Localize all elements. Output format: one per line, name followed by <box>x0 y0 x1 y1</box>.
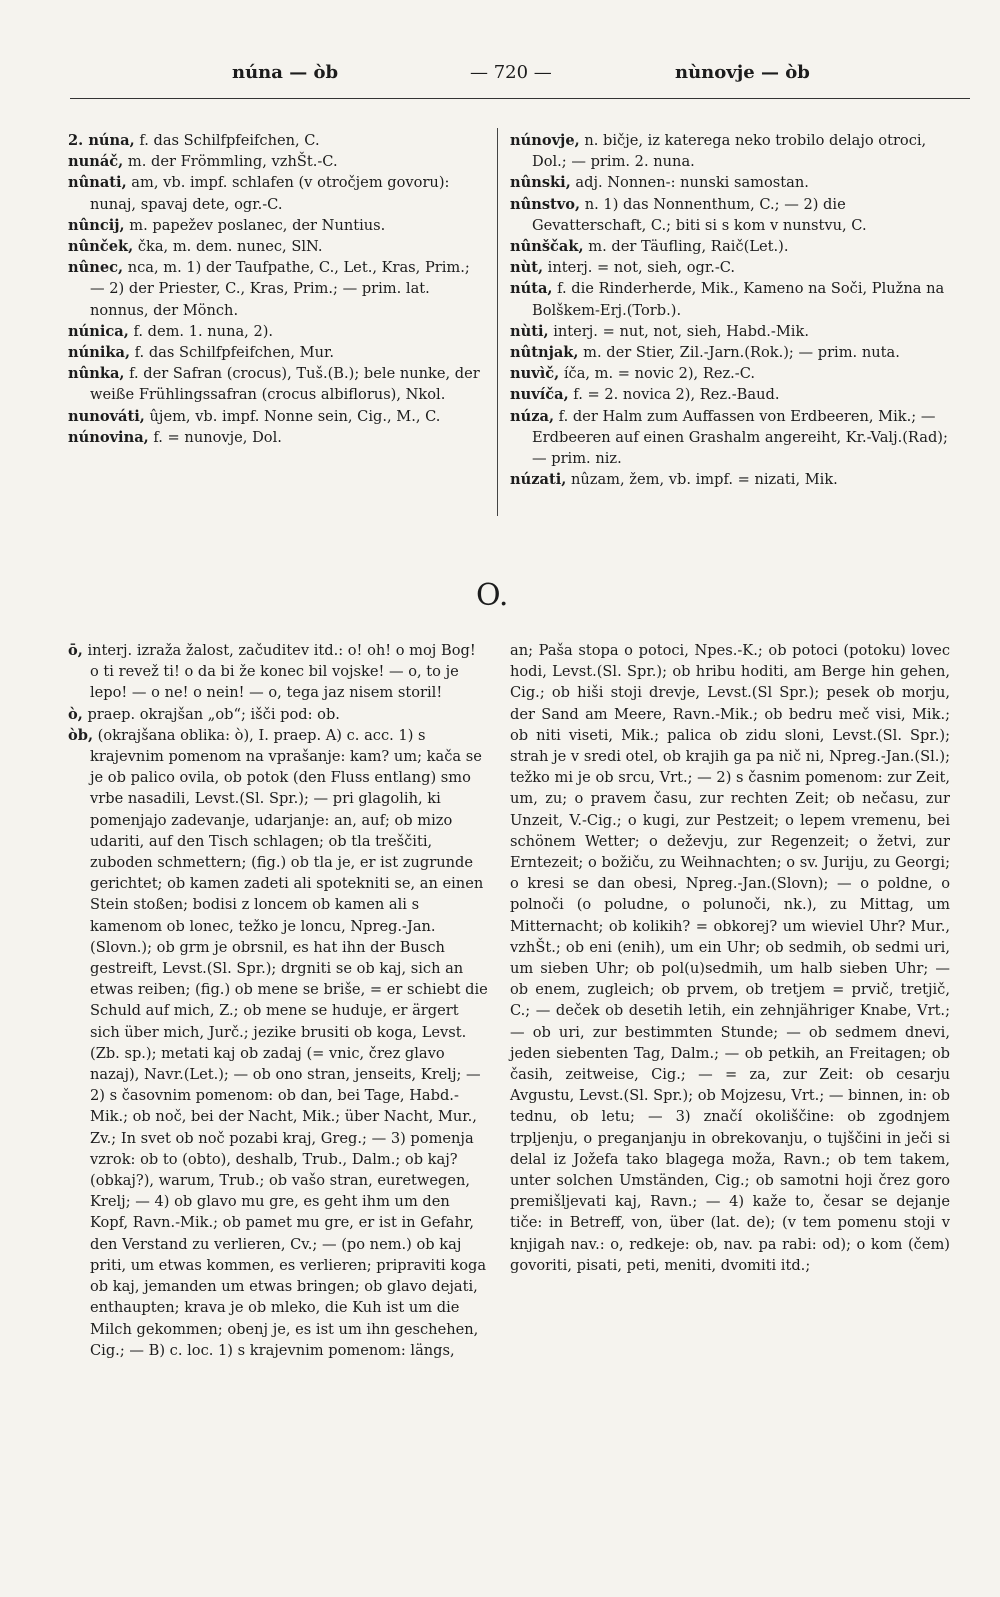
entry-headword: nûtnjak, <box>510 344 579 362</box>
dictionary-entry <box>510 342 950 363</box>
entry-headword: nûnka, <box>68 365 125 383</box>
entry-headword: nùt, <box>510 259 544 277</box>
dictionary-entry <box>68 215 488 236</box>
dictionary-entry <box>510 469 950 490</box>
dictionary-entry <box>510 130 950 172</box>
entry-definition: f. das Schilfpfeifchen, C. <box>134 132 320 149</box>
dictionary-entry <box>68 427 488 448</box>
entry-headword: nûnec, <box>68 259 124 277</box>
header-right: nùnovje — òb <box>675 62 810 83</box>
dictionary-entry <box>68 151 488 172</box>
header-rule <box>70 98 970 99</box>
dictionary-entry <box>510 384 950 405</box>
entry-headword: núza, <box>510 407 555 425</box>
dictionary-entry <box>510 406 950 470</box>
entry-headword: núnovje, <box>510 132 580 149</box>
entry-definition: adj. Nonnen-: nunski samostan. <box>570 174 809 192</box>
entry-headword: nùti, <box>510 322 549 340</box>
entry-definition: f. = nunovje, Dol. <box>148 428 282 446</box>
entry-definition: m. papežev poslanec, der Nuntius. <box>124 216 386 234</box>
entry-definition: f. das Schilfpfeifchen, Mur. <box>130 344 334 362</box>
dictionary-entry <box>68 172 488 214</box>
page-number: — 720 — <box>470 62 552 83</box>
entry-definition: am, vb. impf. schlafen (v otročjem govoru): nunaj, spavaj dete, ogr.-C. <box>90 174 450 213</box>
entry-headword: nuvíča, <box>510 386 569 404</box>
entry-headword: nûncij, <box>68 216 125 234</box>
dictionary-entry <box>510 236 950 257</box>
entry-definition: m. der Stier, Zil.-Jarn.(Rok.); — prim. nuta. <box>578 344 900 362</box>
upper-right-column <box>510 130 950 490</box>
entry-definition: f. der Safran (crocus), Tuš.(B.); bele nunke, der weiße Frühlingssafran (crocus albiflorus), Nkol. <box>90 365 480 404</box>
entry-definition: f. die Rinderherde, Mik., Kameno na Soči, Plužna na Bolškem-Erj.(Torb.). <box>532 280 945 319</box>
dictionary-entry <box>510 278 950 320</box>
column-divider <box>497 128 498 516</box>
entry-headword: òb, <box>68 726 94 744</box>
dictionary-entry <box>68 130 488 151</box>
entry-headword: nûnati, <box>68 174 127 192</box>
continued-entry-text: an; Paša stopa o potoci, Npes.-K.; ob potoci (potoku) lovec hodi, Levst.(Sl. Spr.); ob hribu hoditi, am Berge hin gehen, Cig.; ob hiši stoji drevje, Levst.(Sl Spr.); pesek ob morju, der Sand am Meere, Ravn.-Mik.; ob bedru meč visi, Mik.; ob niti viseti, Mik.; palica ob zidu sloni, Levst.(Sl. Spr.); strah je v sredi otel, ob krajih ga pa nič ni, Npreg.-Jan.(Sl.); težko mi je ob srcu, Vrt.; — 2) s časnim pomenom: zur Zeit, um, zu; o pravem času, zur rechten Zeit; ob nečasu, zur Unzeit, V.-Cig.; o kugi, zur Pestzeit; o lepem vremenu, bei schönem Wetter; o deževju, zur Regenzeit; o žetvi, zur Erntezeit; o božiču, zu Weihnachten; o sv. Juriju, zu Georgi; o kresi se dan obesi, Npreg.-Jan.(Slovn); — o poldne, o polnoči (o poludne, o polunoči, nk.), zu Mittag, um Mitternacht; ob kolikih? = obkorej? um wieviel Uhr? Mur., vzhŠt.; ob eni (enih), um ein Uhr; ob sedmih, ob sedmi uri, um sieben Uhr; ob pol(u)sedmih, um halb sieben Uhr; — ob enem, zugleich; ob prvem, ob tretjem = prvič, tretjič, C.; — deček ob desetih letih, ein zehnjähriger Knabe, Vrt.; — ob uri, zur bestimmten Stunde; — ob sedmem dnevi, jeden siebenten Tag, Dalm.; — ob petkih, an Freitagen; ob časih, zeitweise, Cig.; — = za, zur Zeit: ob cesarju Avgustu, Levst.(Sl. Spr.); ob Mojzesu, Vrt.; — binnen, in: ob tednu, ob letu; — 3) značí okoliščine: ob zgodnjem trpljenju, o preganjanju in obrekovanju, o tujščini in ječi si delal iz Jožefa tako blagega moža, Ravn.; ob tem takem, unter solchen Umständen, Cig.; ob samotni hoji črez goro premišljevati kaj, Ravn.; — 4) kaže to, česar se dejanje tiče: in Betreff, von, über (lat. de); (v tem pomenu stoji v knjigah nav.: o, redkeje: ob, nav. pa rabi: od); o kom (čem) govoriti, pisati, peti, meniti, dvomiti itd.; <box>510 642 950 1274</box>
upper-left-column <box>68 130 488 448</box>
dictionary-entry <box>68 704 488 725</box>
entry-headword: nunáč, <box>68 153 124 171</box>
dictionary-entry <box>68 257 488 321</box>
entry-definition: nûzam, žem, vb. impf. = nizati, Mik. <box>566 471 838 489</box>
lower-left-column <box>68 640 488 1361</box>
entry-definition: nca, m. 1) der Taufpathe, C., Let., Kras, Prim.; — 2) der Priester, C., Kras, Prim.; — prim. lat. nonnus, der Mönch. <box>90 259 470 319</box>
entry-definition: n. bičje, iz katerega neko trobilo delajo otroci, Dol.; — prim. 2. nuna. <box>532 132 927 171</box>
dictionary-entry <box>510 363 950 384</box>
dictionary-entry <box>68 236 488 257</box>
entry-definition: interj. izraža žalost, začuditev itd.: o! oh! o moj Bog! o ti revež ti! o da bi že konec bil vojske! — o, to je lepo! — o ne! o nein! — o, tega jaz nisem storil! <box>82 642 476 702</box>
header-left: núna — òb <box>232 62 339 83</box>
entry-headword: núta, <box>510 280 553 298</box>
dictionary-entry <box>68 406 488 427</box>
dictionary-entry <box>68 342 488 363</box>
dictionary-entry <box>68 363 488 405</box>
entry-definition: m. der Frömmling, vzhŠt.-C. <box>123 153 338 171</box>
entry-headword: nuvìč, <box>510 365 560 383</box>
entry-definition: praep. okrajšan „ob“; išči pod: ob. <box>82 705 340 723</box>
entry-definition: (okrajšana oblika: ò), I. praep. A) c. acc. 1) s krajevnim pomenom na vprašanje: kam? um; kača se je ob palico ovila, ob potok (den Fluss entlang) smo vrbe nasadili, Levst.(Sl. Spr.); — pri glagolih, ki pomenjajo zadevanje, udarjanje: an, auf; ob mizo udariti, auf den Tisch schlagen; ob tla treščiti, zuboden schmettern; (fig.) ob tla je, er ist zugrunde gerichtet; ob kamen zadeti ali spotekniti se, an einen Stein stoßen; bodisi z loncem ob kamen ali s kamenom ob lonec, težko je loncu, Npreg.-Jan.(Slovn.); ob grm je obrsnil, es hat ihn der Busch gestreift, Levst.(Sl. Spr.); drgniti se ob kaj, sich an etwas reiben; (fig.) ob mene se briše, = er schiebt die Schuld auf mich, Z.; ob mene se huduje, er ärgert sich über mich, Jurč.; jezike brusiti ob koga, Levst.(Zb. sp.); metati kaj ob zadaj (= vnic, črez glavo nazaj), Navr.(Let.); — ob ono stran, jenseits, Krelj; — 2) s časovnim pomenom: ob dan, bei Tage, Habd.-Mik.; ob noč, bei der Nacht, Mik.; über Nacht, Mur., Zv.; In svet ob noč pozabi kraj, Greg.; — 3) pomenja vzrok: ob to (obto), deshalb, Trub., Dalm.; ob kaj? (obkaj?), warum, Trub.; ob vašo stran, euretwegen, Krelj; — 4) ob glavo mu gre, es geht ihm um den Kopf, Ravn.-Mik.; ob pamet mu gre, er ist in Gefahr, den Verstand zu verlieren, Cv.; — (po nem.) ob kaj priti, um etwas kommen, es verlieren; pripraviti koga ob kaj, jemanden um etwas bringen; ob glavo dejati, enthaupten; krava je ob mleko, die Kuh ist um die Milch gekommen; obenj je, es ist um ihn geschehen, Cig.; — B) c. loc. 1) s krajevnim pomenom: längs, <box>90 726 488 1359</box>
entry-headword: núzati, <box>510 471 567 489</box>
entry-definition: m. der Täufling, Raič(Let.). <box>583 238 789 256</box>
entry-definition: ûjem, vb. impf. Nonne sein, Cig., M., C. <box>144 407 441 425</box>
dictionary-entry <box>68 321 488 342</box>
entry-definition: f. dem. 1. nuna, 2). <box>128 322 274 340</box>
dictionary-entry <box>510 257 950 278</box>
entry-headword: nûnstvo, <box>510 195 581 213</box>
dictionary-entry <box>68 640 488 704</box>
entry-headword: núnica, <box>68 322 129 340</box>
entry-definition: f. = 2. novica 2), Rez.-Baud. <box>568 386 780 404</box>
entry-headword: 2. núna, <box>68 132 135 149</box>
dictionary-entry <box>510 172 950 193</box>
section-letter: O. <box>476 578 509 613</box>
entry-headword: nunováti, <box>68 407 145 425</box>
entry-headword: núnovina, <box>68 428 149 446</box>
dictionary-entry <box>510 321 950 342</box>
lower-right-column <box>510 640 950 1276</box>
dictionary-entry <box>68 725 488 1361</box>
entry-definition: interj. = not, sieh, ogr.-C. <box>543 259 736 277</box>
entry-definition: interj. = nut, not, sieh, Habd.-Mik. <box>548 322 809 340</box>
entry-headword: nûnček, <box>68 238 134 256</box>
entry-definition: čka, m. dem. nunec, SlN. <box>133 238 323 256</box>
entry-definition: íča, m. = novic 2), Rez.-C. <box>559 365 755 383</box>
entry-headword: ò, <box>68 705 83 723</box>
entry-definition: n. 1) das Nonnenthum, C.; — 2) die Gevatterschaft, C.; biti si s kom v nunstvu, C. <box>532 195 867 234</box>
entry-headword: nûnski, <box>510 174 571 192</box>
dictionary-entry <box>510 194 950 236</box>
entry-definition: f. der Halm zum Auffassen von Erdbeeren, Mik.; — Erdbeeren auf einen Grashalm angereiht, Kr.-Valj.(Rad); — prim. niz. <box>532 407 948 468</box>
page-header <box>70 62 966 88</box>
entry-headword: nûnščak, <box>510 238 584 256</box>
entry-headword: ō, <box>68 642 83 659</box>
entry-headword: núnika, <box>68 344 131 362</box>
